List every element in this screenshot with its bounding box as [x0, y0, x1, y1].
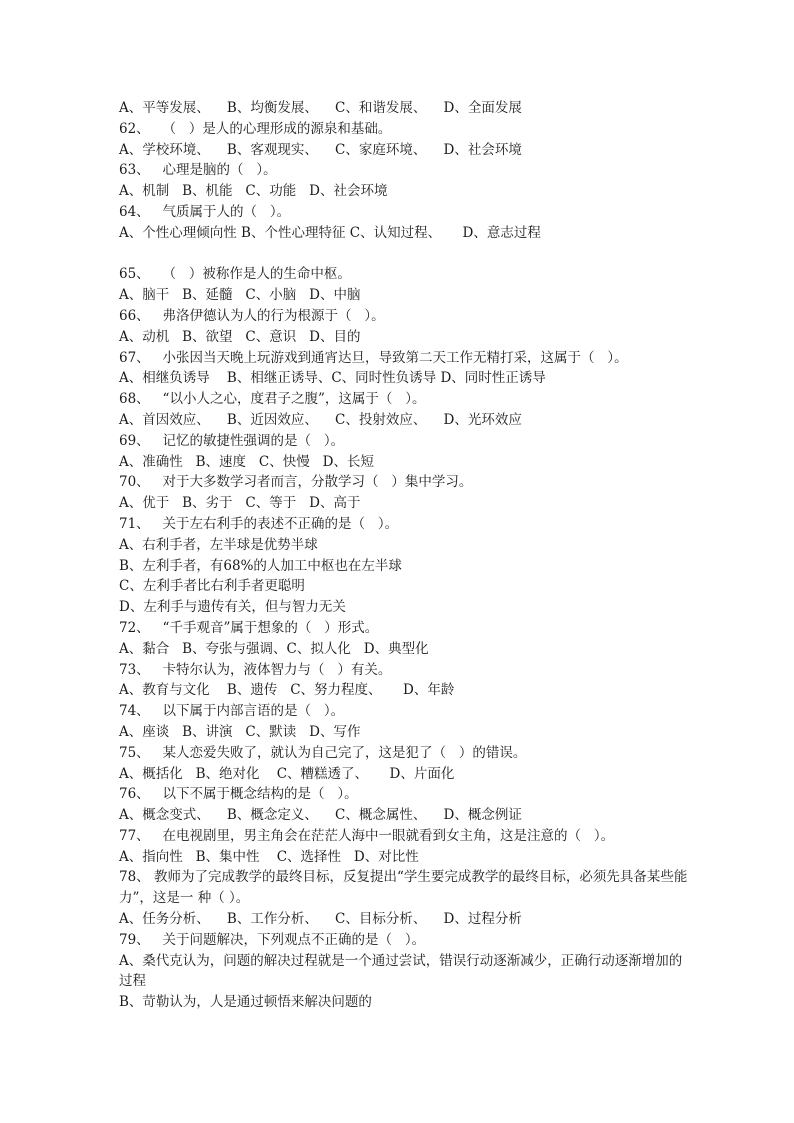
question-77: 77、 在电视剧里，男主角会在茫茫人海中一眼就看到女主角，这是注意的（ ）。 [119, 827, 615, 844]
question-76: 76、 以下不属于概念结构的是（ ）。 [119, 786, 358, 803]
question-70: 70、 对于大多数学习者而言，分散学习（ ）集中学习。 [119, 474, 473, 491]
option-line: A、座谈 B、讲演 C、默读 D、写作 [119, 723, 361, 740]
option-line: A、机制 B、机能 C、功能 D、社会环境 [119, 183, 388, 200]
option-line: A、平等发展、 B、均衡发展、 C、和谐发展、 D、全面发展 [119, 100, 522, 116]
option-line: A、桑代克认为，问题的解决过程就是一个通过尝试，错误行动逐渐减少，正确行动逐渐增加的 过程 [119, 952, 683, 990]
option-line: B、左利手者，有68%的人加工中枢也在左半球 [119, 557, 402, 574]
option-line: A、右利手者，左半球是优势半球 [119, 536, 318, 553]
option-line: A、概括化 B、绝对化 C、糟糕透了、 D、片面化 [119, 765, 455, 782]
question-64: 64、 气质属于人的（ ）。 [119, 203, 291, 220]
question-73: 73、 卡特尔认为，液体智力与（ ）有关。 [119, 661, 392, 678]
question-79: 79、 关于问题解决，下列观点不正确的是（ ）。 [119, 931, 426, 948]
question-75: 75、 某人恋爱失败了，就认为自己完了，这是犯了（ ）的错误。 [119, 744, 527, 761]
blank-line [119, 244, 699, 265]
option-line: A、指向性 B、集中性 C、选择性 D、对比性 [119, 848, 419, 865]
option-line: A、首因效应、 B、近因效应、 C、投射效应、 D、光环效应 [119, 411, 522, 428]
option-line: A、动机 B、欲望 C、意识 D、目的 [119, 328, 361, 345]
option-line: A、任务分析、 B、工作分析、 C、目标分析、 D、过程分析 [119, 911, 522, 928]
option-line: A、优于 B、劣于 C、等于 D、高于 [119, 495, 361, 512]
option-line: A、教育与文化 B、遗传 C、努力程度、 D、年龄 [119, 682, 455, 699]
option-line: A、脑干 B、延髓 C、小脑 D、中脑 [119, 287, 361, 304]
option-line: A、个性心理倾向性 B、个性心理特征 C、认知过程、 D、意志过程 [119, 224, 541, 241]
question-72: 72、 “千手观音”属于想象的（ ）形式。 [119, 619, 379, 636]
option-line: B、苛勒认为，人是通过顿悟来解决问题的 [119, 994, 372, 1011]
option-line: A、黏合 B、夸张与强调、C、拟人化 D、典型化 [119, 640, 429, 657]
question-69: 69、 记忆的敏捷性强调的是（ ）。 [119, 432, 345, 449]
question-68: 68、 “以小人之心，度君子之腹”，这属于（ ）。 [119, 391, 426, 408]
question-66: 66、 弗洛伊德认为人的行为根源于（ ）。 [119, 307, 385, 324]
option-line: A、准确性 B、速度 C、快慢 D、长短 [119, 453, 374, 470]
question-63: 63、 心理是脑的（ ）。 [119, 162, 277, 179]
question-74: 74、 以下属于内部言语的是（ ）。 [119, 703, 345, 720]
question-67: 67、 小张因当天晚上玩游戏到通宵达旦，导致第二天工作无精打采，这属于（ ）。 [119, 349, 628, 366]
option-line: A、学校环境、 B、客观现实、 C、家庭环境、 D、社会环境 [119, 141, 522, 158]
question-62: 62、 （ ）是人的心理形成的源泉和基础。 [119, 120, 392, 137]
option-line: D、左利手与遗传有关，但与智力无关 [119, 599, 346, 616]
option-line: A、相继负诱导 B、相继正诱导、C、同时性负诱导 D、同时性正诱导 [119, 370, 546, 387]
question-71: 71、 关于左右利手的表述不正确的是（ ）。 [119, 515, 399, 532]
question-65: 65、 （ ）被称作是人的生命中枢。 [119, 266, 351, 283]
question-list [119, 98, 699, 1013]
option-line: A、概念变式、 B、概念定义、 C、概念属性、 D、概念例证 [119, 807, 522, 824]
question-78: 78、 教师为了完成教学的最终目标，反复提出“学生要完成教学的最终目标，必须先具备某些能力”，这是一 种（ ）。 [119, 869, 688, 907]
option-line: C、左利手者比右利手者更聪明 [119, 578, 305, 595]
